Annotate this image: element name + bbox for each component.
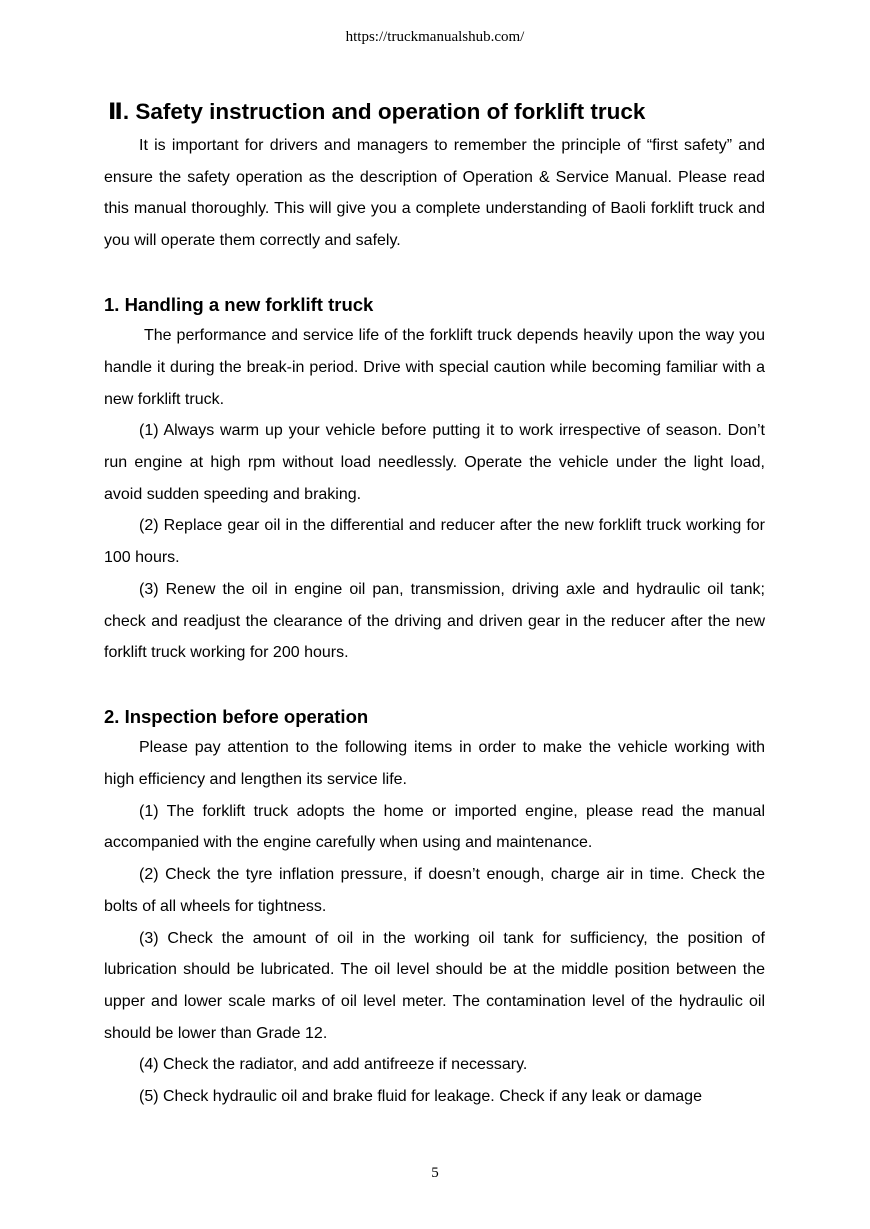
spacer — [104, 669, 765, 701]
inspection-paragraph: Please pay attention to the following items in order to make the vehicle working with high efficiency and lengthen its service life. — [104, 739, 765, 789]
inspection-item-3: (3) Check the amount of oil in the working oil tank for sufficiency, the position of lubrication should be lubricated. The oil level should be at the middle position between the upper and lower scale marks of oil level meter. The contamination level of the hydraulic oil should be lower than Grade 12. — [104, 929, 765, 1042]
header-url: https://truckmanualshub.com/ — [345, 29, 525, 45]
inspection-item-2: (2) Check the tyre inflation pressure, if doesn’t enough, charge air in time. Check the bolts of all wheels for tightness. — [104, 866, 765, 915]
inspection-item-5: (5) Check hydraulic oil and brake fluid for leakage. Check if any leak or damage — [139, 1088, 702, 1106]
intro-paragraph: It is important for drivers and managers to remember the principle of “first safety” and ensure the safety operation as the description of Operation & Service Manual. Please read this manual thoroughly. This will give you a complete understanding of Baoli forklift truck and you will operate them correctly and safely. — [104, 137, 765, 250]
inspection-title: 2. Inspection before operation — [104, 705, 369, 727]
inspection-item-4: (4) Check the radiator, and add antifreeze if necessary. — [139, 1056, 528, 1074]
handling-item-1: (1) Always warm up your vehicle before putting it to work irrespective of season. Don’t run engine at high rpm without load needlessly. Operate the vehicle under the light load, avoid sudden speeding and braking. — [104, 422, 765, 503]
page-number: 5 — [431, 1165, 439, 1181]
section-title: Ⅱ. Safety instruction and operation of forklift truck — [108, 99, 646, 124]
handling-item-2: (2) Replace gear oil in the differential and reducer after the new forklift truck working for 100 hours. — [104, 517, 765, 567]
handling-paragraph: The performance and service life of the forklift truck depends heavily upon the way you handle it during the break-in period. Drive with special caution while becoming familiar with a new forklift truck. — [104, 327, 765, 408]
handling-title: 1. Handling a new forklift truck — [104, 293, 374, 315]
document-body — [104, 94, 765, 1113]
handling-item-3: (3) Renew the oil in engine oil pan, transmission, driving axle and hydraulic oil tank; check and readjust the clearance of the driving and driven gear in the reducer after the new forklift truck working for 200 hours. — [104, 580, 765, 662]
spacer — [104, 257, 765, 289]
inspection-item-1: (1) The forklift truck adopts the home or imported engine, please read the manual accompanied with the engine carefully when using and maintenance. — [104, 802, 765, 852]
